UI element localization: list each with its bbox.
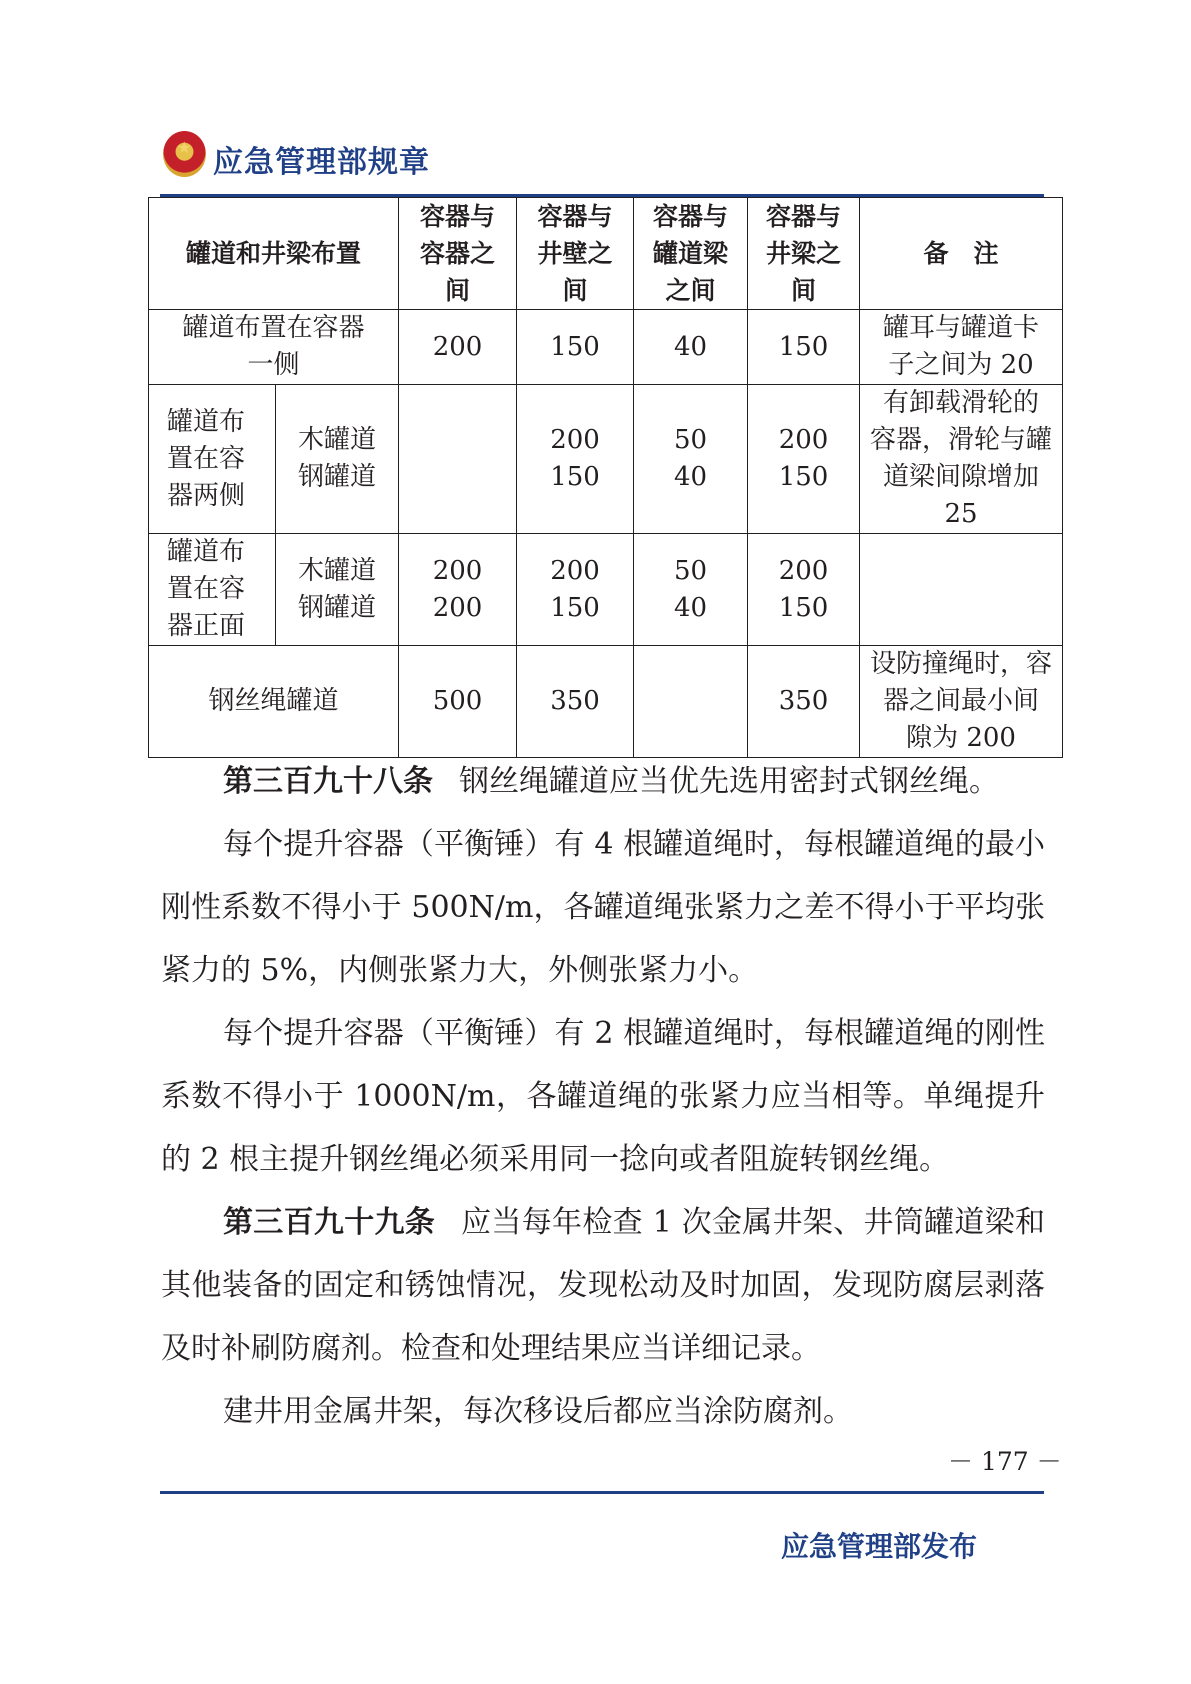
- row-sub-label: 木罐道 钢罐道: [276, 385, 399, 534]
- table-cell: 200 150: [517, 385, 634, 534]
- article-399-text: 应当每年检查 1 次金属井架、井筒罐道梁和其他装备的固定和锈蚀情况，发现松动及时加固，发现防腐层剥落及时补刷防腐剂。检查和处理结果应当详细记录。: [161, 1205, 1045, 1366]
- table-cell: 350: [517, 646, 634, 758]
- page-header: [163, 131, 1043, 181]
- row-sub-label: 木罐道 钢罐道: [276, 534, 399, 646]
- clearance-table: [148, 197, 1063, 758]
- table-row: [149, 646, 1063, 758]
- header-title: 应急管理部规章: [213, 145, 430, 180]
- note-cell: 有卸载滑轮的 容器，滑轮与罐 道梁间隙增加 25: [860, 385, 1063, 534]
- paragraph-headframe: 建井用金属井架，每次移设后都应当涂防腐剂。: [223, 1394, 853, 1429]
- footer-divider: [160, 1491, 1044, 1494]
- table-cell: 500: [399, 646, 517, 758]
- header-cell-notes: 备 注: [860, 198, 1063, 310]
- table-cell: 40: [634, 310, 748, 385]
- table-cell: 200 150: [748, 385, 860, 534]
- row-label: 罐道布置在容器 一侧: [149, 310, 399, 385]
- table-cell: [634, 646, 748, 758]
- publisher-label: 应急管理部发布: [781, 1530, 978, 1563]
- national-emblem-icon: [163, 131, 206, 177]
- table-cell: 200 150: [748, 534, 860, 646]
- row-group-label: 罐道布 置在容 器正面: [149, 534, 276, 646]
- row-group-label: 罐道布 置在容 器两侧: [149, 385, 276, 534]
- table-row: [149, 310, 1063, 385]
- row-label: 钢丝绳罐道: [149, 646, 399, 758]
- note-cell: 设防撞绳时，容 器之间最小间 隙为 200: [860, 646, 1063, 758]
- note-cell: 罐耳与罐道卡 子之间为 20: [860, 310, 1063, 385]
- note-cell: [860, 534, 1063, 646]
- article-398-label: 第三百九十八条: [223, 764, 433, 799]
- table-cell: 50 40: [634, 385, 748, 534]
- article-399-label: 第三百九十九条: [223, 1205, 436, 1240]
- header-cell-layout: 罐道和井梁布置: [149, 198, 399, 310]
- table-row: [149, 385, 1063, 534]
- table-cell: 200: [399, 310, 517, 385]
- table-header-row: [149, 198, 1063, 310]
- table-row: [149, 534, 1063, 646]
- header-cell-container-wall: 容器与 井壁之 间: [517, 198, 634, 310]
- article-398-text: 钢丝绳罐道应当优先选用密封式钢丝绳。: [459, 764, 999, 799]
- table-cell: 150: [517, 310, 634, 385]
- table-cell: 150: [748, 310, 860, 385]
- article-399: [161, 1191, 1045, 1380]
- paragraph-four-ropes: 每个提升容器（平衡锤）有 4 根罐道绳时，每根罐道绳的最小刚性系数不得小于 500N/m，各罐道绳张紧力之差不得小于平均张紧力的 5%，内侧张紧力大，外侧张紧力小。: [161, 827, 1045, 988]
- table-cell: [399, 385, 517, 534]
- header-cell-container-shaft-beam: 容器与 井梁之 间: [748, 198, 860, 310]
- table-cell: 200 150: [517, 534, 634, 646]
- star-icon: ★: [177, 138, 192, 157]
- header-cell-container-beam: 容器与 罐道梁 之间: [634, 198, 748, 310]
- table-cell: 350: [748, 646, 860, 758]
- paragraph-two-ropes: 每个提升容器（平衡锤）有 2 根罐道绳时，每根罐道绳的刚性系数不得小于 1000N/m，各罐道绳的张紧力应当相等。单绳提升的 2 根主提升钢丝绳必须采用同一捻向或者阻旋转钢丝绳。: [161, 1016, 1045, 1177]
- header-cell-container-container: 容器与 容器之 间: [399, 198, 517, 310]
- page-number: － 177 －: [948, 1447, 1062, 1476]
- article-398: [161, 750, 1045, 813]
- table-cell: 200 200: [399, 534, 517, 646]
- table-cell: 50 40: [634, 534, 748, 646]
